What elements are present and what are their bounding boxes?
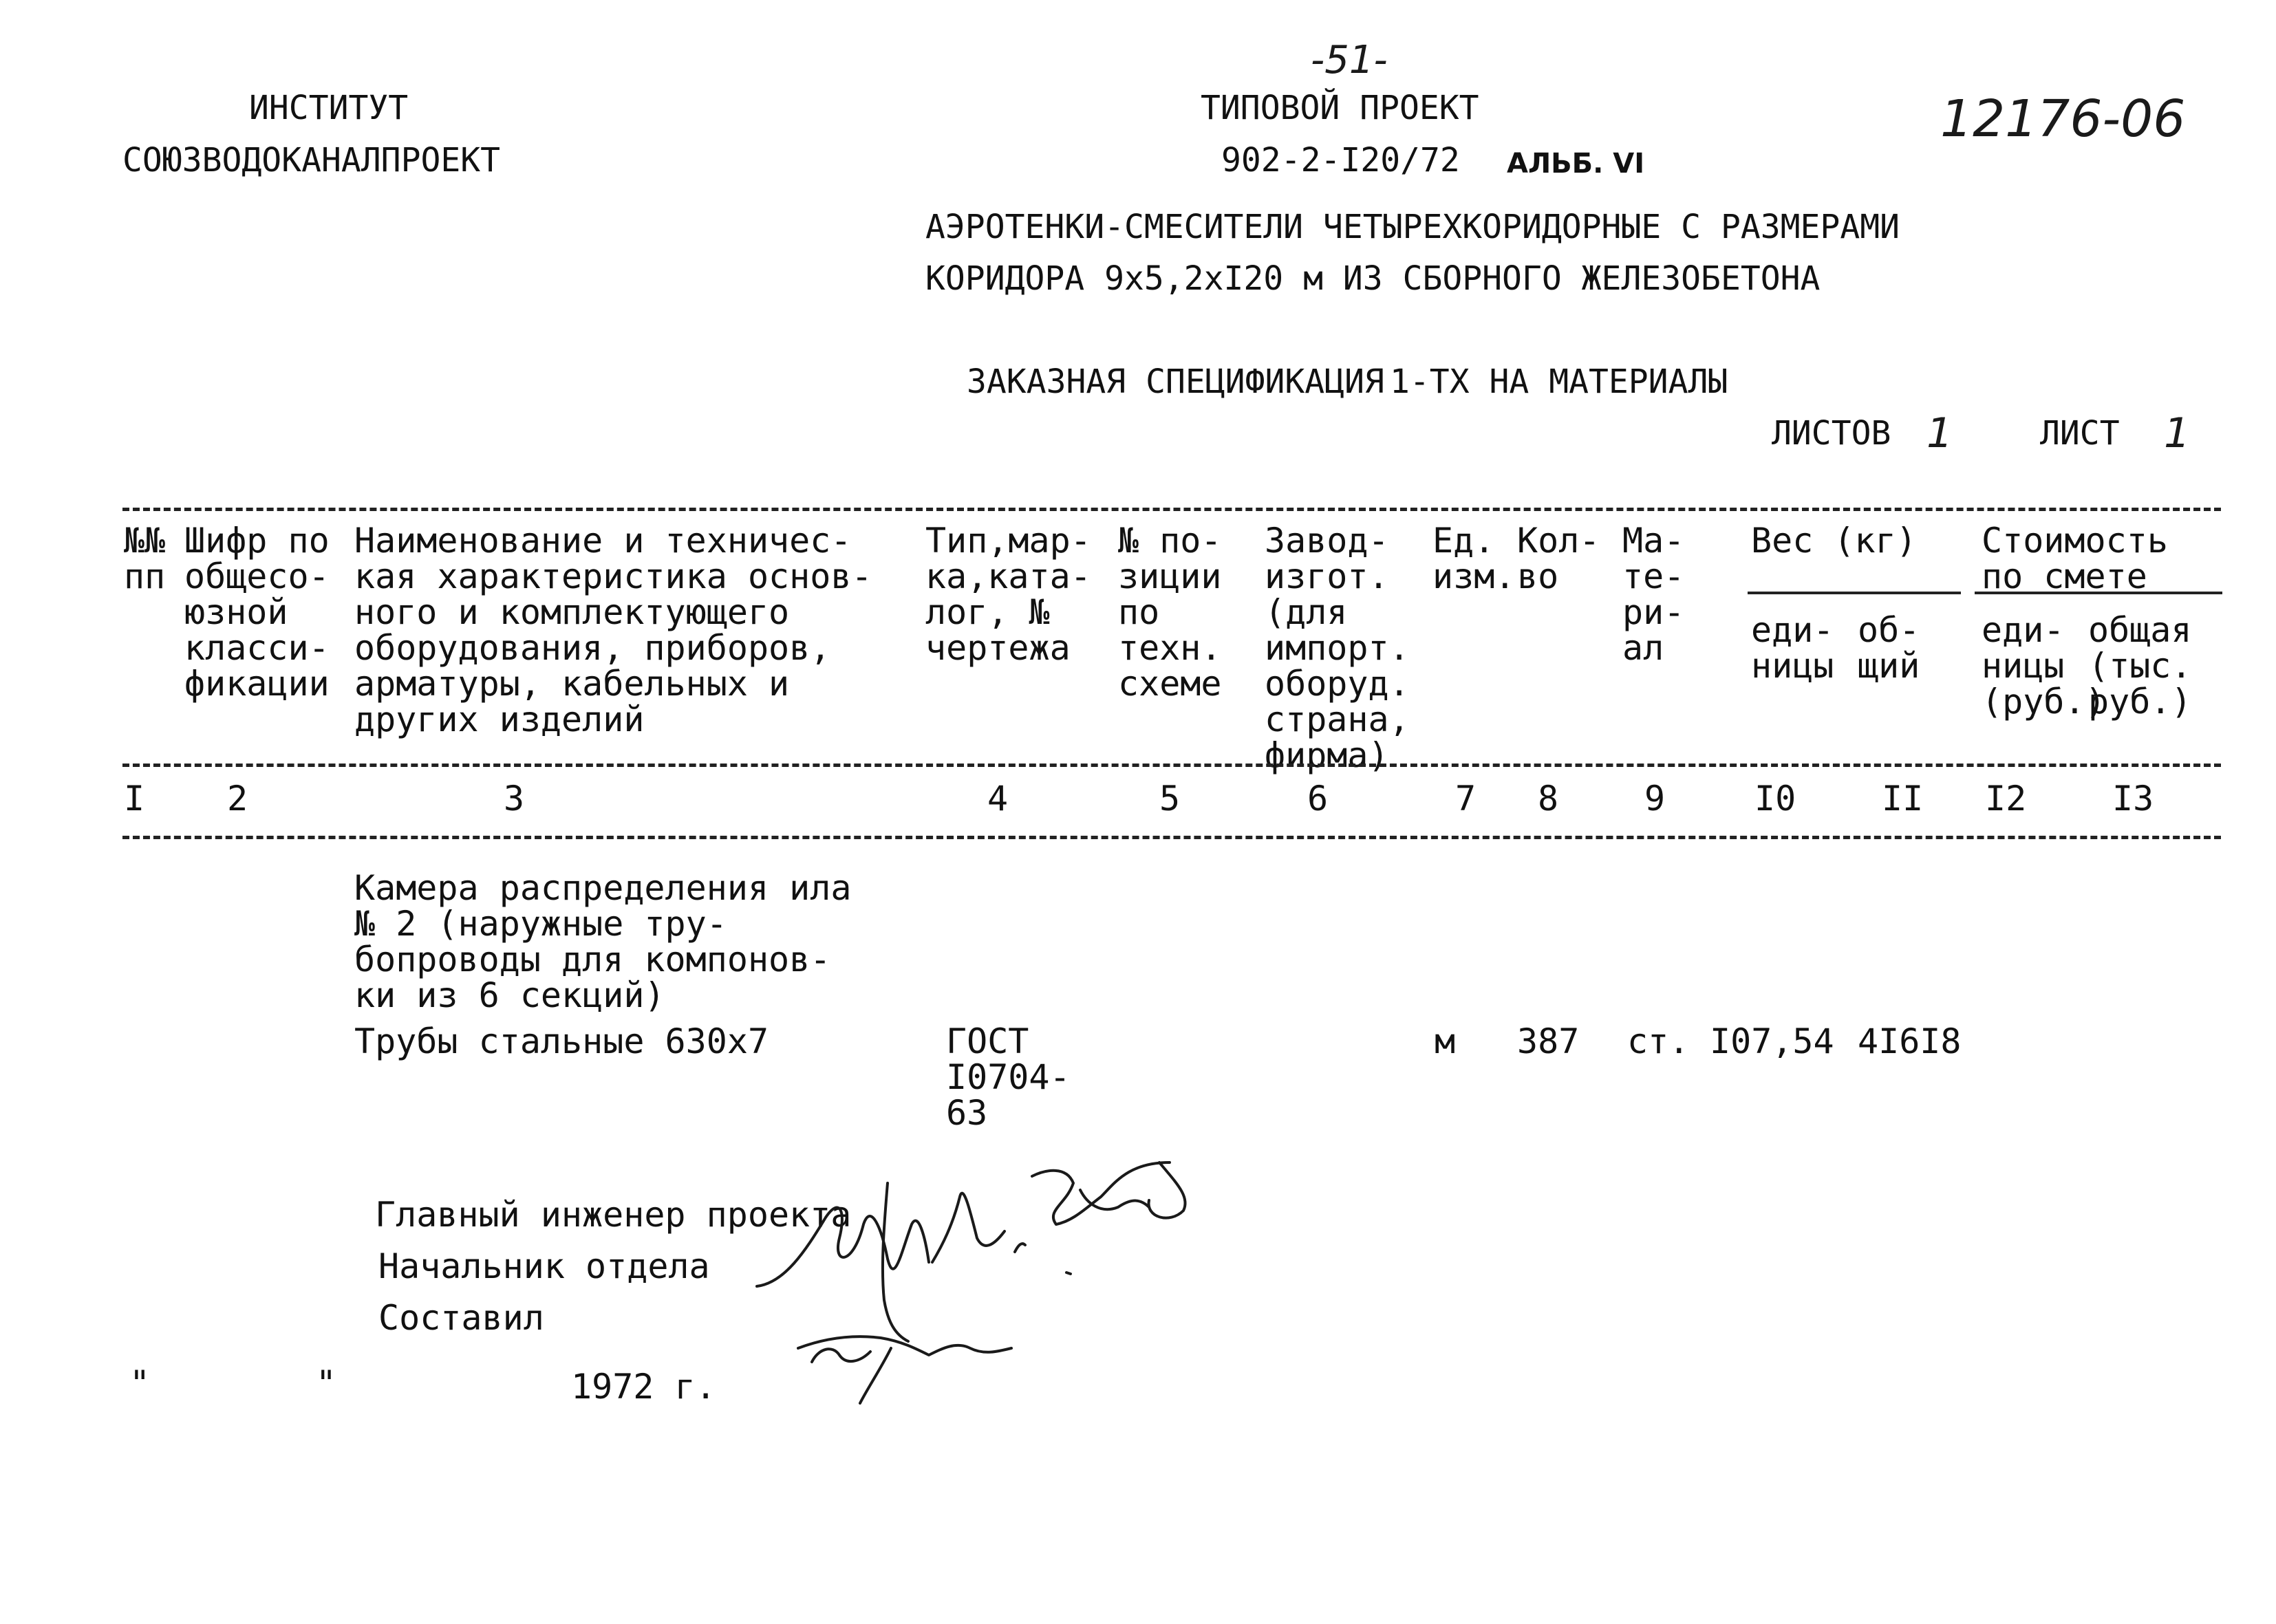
col-header-weight: Вес (кг) [1751, 521, 1917, 561]
chief-engineer-label: Главный инженер проекта [375, 1195, 852, 1235]
title-line2: КОРИДОРА 9х5,2хI20 м ИЗ СБОРНОГО ЖЕЛЕЗОБЕТОНА [925, 259, 1821, 298]
numbers-bottom-rule [122, 836, 2221, 839]
col-header-3: Наименование и техничес- кая характеристика основ- ного и комплектующего оборудования, приборов, арматуры, кабельных и других изделий [354, 521, 872, 739]
col-num-10: I0 [1754, 779, 1796, 819]
spec-code: 1-ТХ НА МАТЕРИАЛЫ [1390, 362, 1728, 401]
header-bottom-rule [122, 764, 2221, 767]
year: 1972 г. [571, 1367, 716, 1407]
col-header-cost: Стоимость по смете [1982, 521, 2168, 596]
col-header-11: об- щий [1858, 610, 1920, 686]
col-header-8: Кол- во [1517, 521, 1600, 596]
institute-line2: СОЮЗВОДОКАНАЛПРОЕКТ [122, 141, 501, 180]
col-header-9: Ма- те- ри- ал [1622, 521, 1685, 668]
item-weight-unit: I07,54 [1710, 1021, 1834, 1061]
sheets-value: 1 [1926, 409, 1953, 457]
project-type: ТИПОВОЙ ПРОЕКТ [1201, 89, 1479, 127]
col-num-7: 7 [1455, 779, 1477, 819]
dept-head-label: Начальник отдела [378, 1246, 710, 1286]
sheet-value: 1 [2164, 409, 2191, 457]
col-header-1: №№ пп [124, 521, 166, 596]
item-weight-total: 4I6I8 [1858, 1021, 1962, 1061]
col-num-12: I2 [1985, 779, 2027, 819]
sheets-label: ЛИСТОВ [1772, 414, 1891, 453]
col-num-13: I3 [2112, 779, 2154, 819]
col-header-2: Шифр по общесо- юзной класси- фикации [184, 521, 330, 704]
date-quotes: " " [129, 1363, 337, 1403]
col-num-8: 8 [1538, 779, 1559, 819]
col-num-6: 6 [1307, 779, 1329, 819]
col-num-1: I [124, 779, 145, 819]
col-num-9: 9 [1644, 779, 1666, 819]
col-num-2: 2 [227, 779, 248, 819]
album-label: АЛЬБ. VI [1507, 148, 1645, 180]
col-header-13: общая (тыс. руб.) [2088, 610, 2192, 722]
col-num-5: 5 [1159, 779, 1181, 819]
col-header-4: Тип,мар- ка,ката- лог, № чертежа [925, 521, 1091, 668]
item-type: ГОСТ I0704-63 [946, 1021, 1071, 1133]
section-title: Камера распределения ила № 2 (наружные тру- бопроводы для компонов- ки из 6 секций) [354, 868, 852, 1015]
institute-line1: ИНСТИТУТ [249, 89, 409, 127]
col-num-11: II [1882, 779, 1924, 819]
title-line1: АЭРОТЕНКИ-СМЕСИТЕЛИ ЧЕТЫРЕХКОРИДОРНЫЕ С РАЗМЕРАМИ [925, 208, 1900, 246]
spec-title: ЗАКАЗНАЯ СПЕЦИФИКАЦИЯ [967, 362, 1384, 401]
document-code: 12176-06 [1940, 89, 2186, 149]
col-header-10: еди- ницы [1751, 610, 1834, 686]
col-num-3: 3 [504, 779, 525, 819]
weight-group-rule [1748, 592, 1961, 594]
handwritten-signatures [743, 1142, 1225, 1417]
compiled-by-label: Составил [378, 1298, 544, 1338]
col-header-12: еди- ницы (руб.) [1982, 610, 2106, 722]
col-header-6: Завод- изгот. (для импорт. оборуд. страна, фирма) [1265, 521, 1410, 775]
table-top-rule [122, 508, 2221, 511]
sheet-label: ЛИСТ [2040, 414, 2120, 453]
cost-group-rule [1975, 592, 2222, 594]
col-num-4: 4 [987, 779, 1009, 819]
item-material: ст. [1627, 1021, 1690, 1061]
col-header-5: № по- зиции по техн. схеме [1118, 521, 1222, 704]
item-name: Трубы стальные 630х7 [354, 1021, 769, 1061]
col-header-7: Ед. изм. [1432, 521, 1516, 596]
item-unit: м [1435, 1021, 1456, 1061]
page-number: -51- [1311, 38, 1388, 83]
project-number: 902-2-I20/72 [1221, 141, 1460, 180]
item-qty: 387 [1517, 1021, 1580, 1061]
